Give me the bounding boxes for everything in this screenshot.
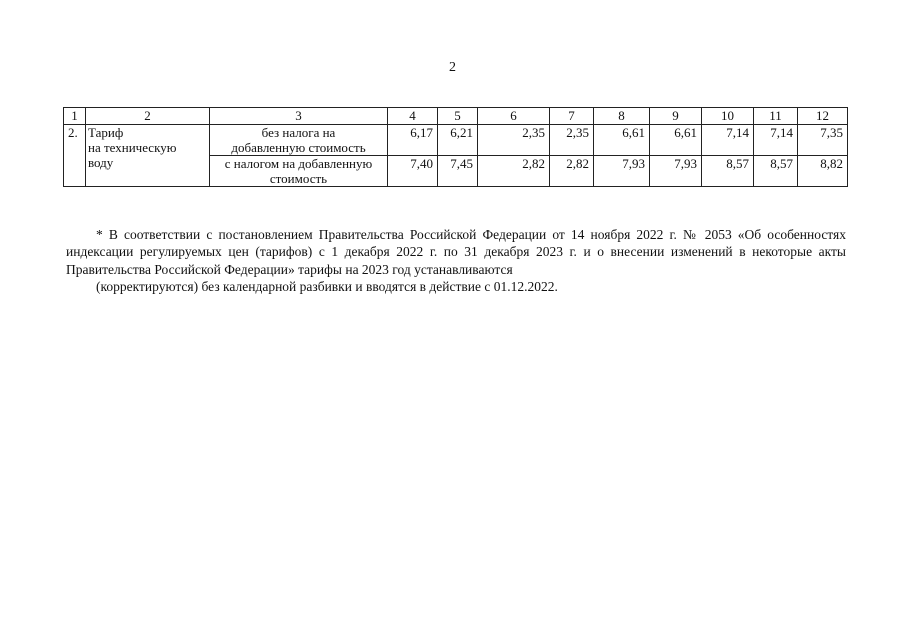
value-cell: 2,82 — [550, 156, 594, 187]
header-cell: 4 — [388, 108, 438, 125]
value-cell: 7,45 — [438, 156, 478, 187]
value-cell: 6,21 — [438, 125, 478, 156]
header-cell: 12 — [798, 108, 848, 125]
header-cell: 10 — [702, 108, 754, 125]
tariff-table — [63, 107, 848, 187]
value-cell: 2,35 — [550, 125, 594, 156]
tax-description — [210, 125, 388, 156]
footnote-last-line: (корректируются) без календарной разбивки и вводятся в действие с 01.12.2022. — [96, 279, 558, 294]
header-cell: 9 — [650, 108, 702, 125]
footnote — [66, 226, 846, 296]
value-cell: 2,82 — [478, 156, 550, 187]
value-cell: 2,35 — [478, 125, 550, 156]
value-cell: 6,17 — [388, 125, 438, 156]
value-cell: 7,40 — [388, 156, 438, 187]
tariff-name-line: воду — [88, 155, 114, 170]
header-cell: 7 — [550, 108, 594, 125]
header-cell: 8 — [594, 108, 650, 125]
value-cell: 7,14 — [702, 125, 754, 156]
value-cell: 7,14 — [754, 125, 798, 156]
tax-description-line: с налогом на добавленную — [224, 156, 373, 171]
tariff-name-line: Тариф — [88, 125, 124, 140]
footnote-text: * В соответствии с постановлением Правительства Российской Федерации от 14 ноября 2022 г. № 2053 «Об особенностях индексации регулируемых цен (тарифов) с 1 декабря 2022 г. по 31 декабря 2023 г. и о внесении изменений в некоторые акты Правительства Российской Федерации» тарифы на 2023 год устанавливаются — [66, 226, 846, 277]
value-cell: 6,61 — [650, 125, 702, 156]
page-number: 2 — [449, 60, 456, 75]
header-cell: 6 — [478, 108, 550, 125]
table-header-row — [64, 108, 848, 125]
value-cell: 6,61 — [594, 125, 650, 156]
tax-description-line: без налога на — [261, 125, 336, 140]
table-row — [64, 125, 848, 156]
value-cell: 8,57 — [702, 156, 754, 187]
tax-description-line: стоимость — [269, 171, 328, 186]
tariff-name-line: на техническую — [88, 140, 177, 155]
tax-description-line: добавленную стоимость — [231, 140, 366, 155]
value-cell: 7,93 — [650, 156, 702, 187]
header-cell: 1 — [64, 108, 86, 125]
value-cell: 8,82 — [798, 156, 848, 187]
tax-description — [210, 156, 388, 187]
value-cell: 7,93 — [594, 156, 650, 187]
row-number: 2. — [64, 125, 86, 187]
value-cell: 8,57 — [754, 156, 798, 187]
header-cell: 5 — [438, 108, 478, 125]
value-cell: 7,35 — [798, 125, 848, 156]
header-cell: 2 — [86, 108, 210, 125]
tariff-name — [86, 125, 210, 187]
header-cell: 3 — [210, 108, 388, 125]
header-cell: 11 — [754, 108, 798, 125]
